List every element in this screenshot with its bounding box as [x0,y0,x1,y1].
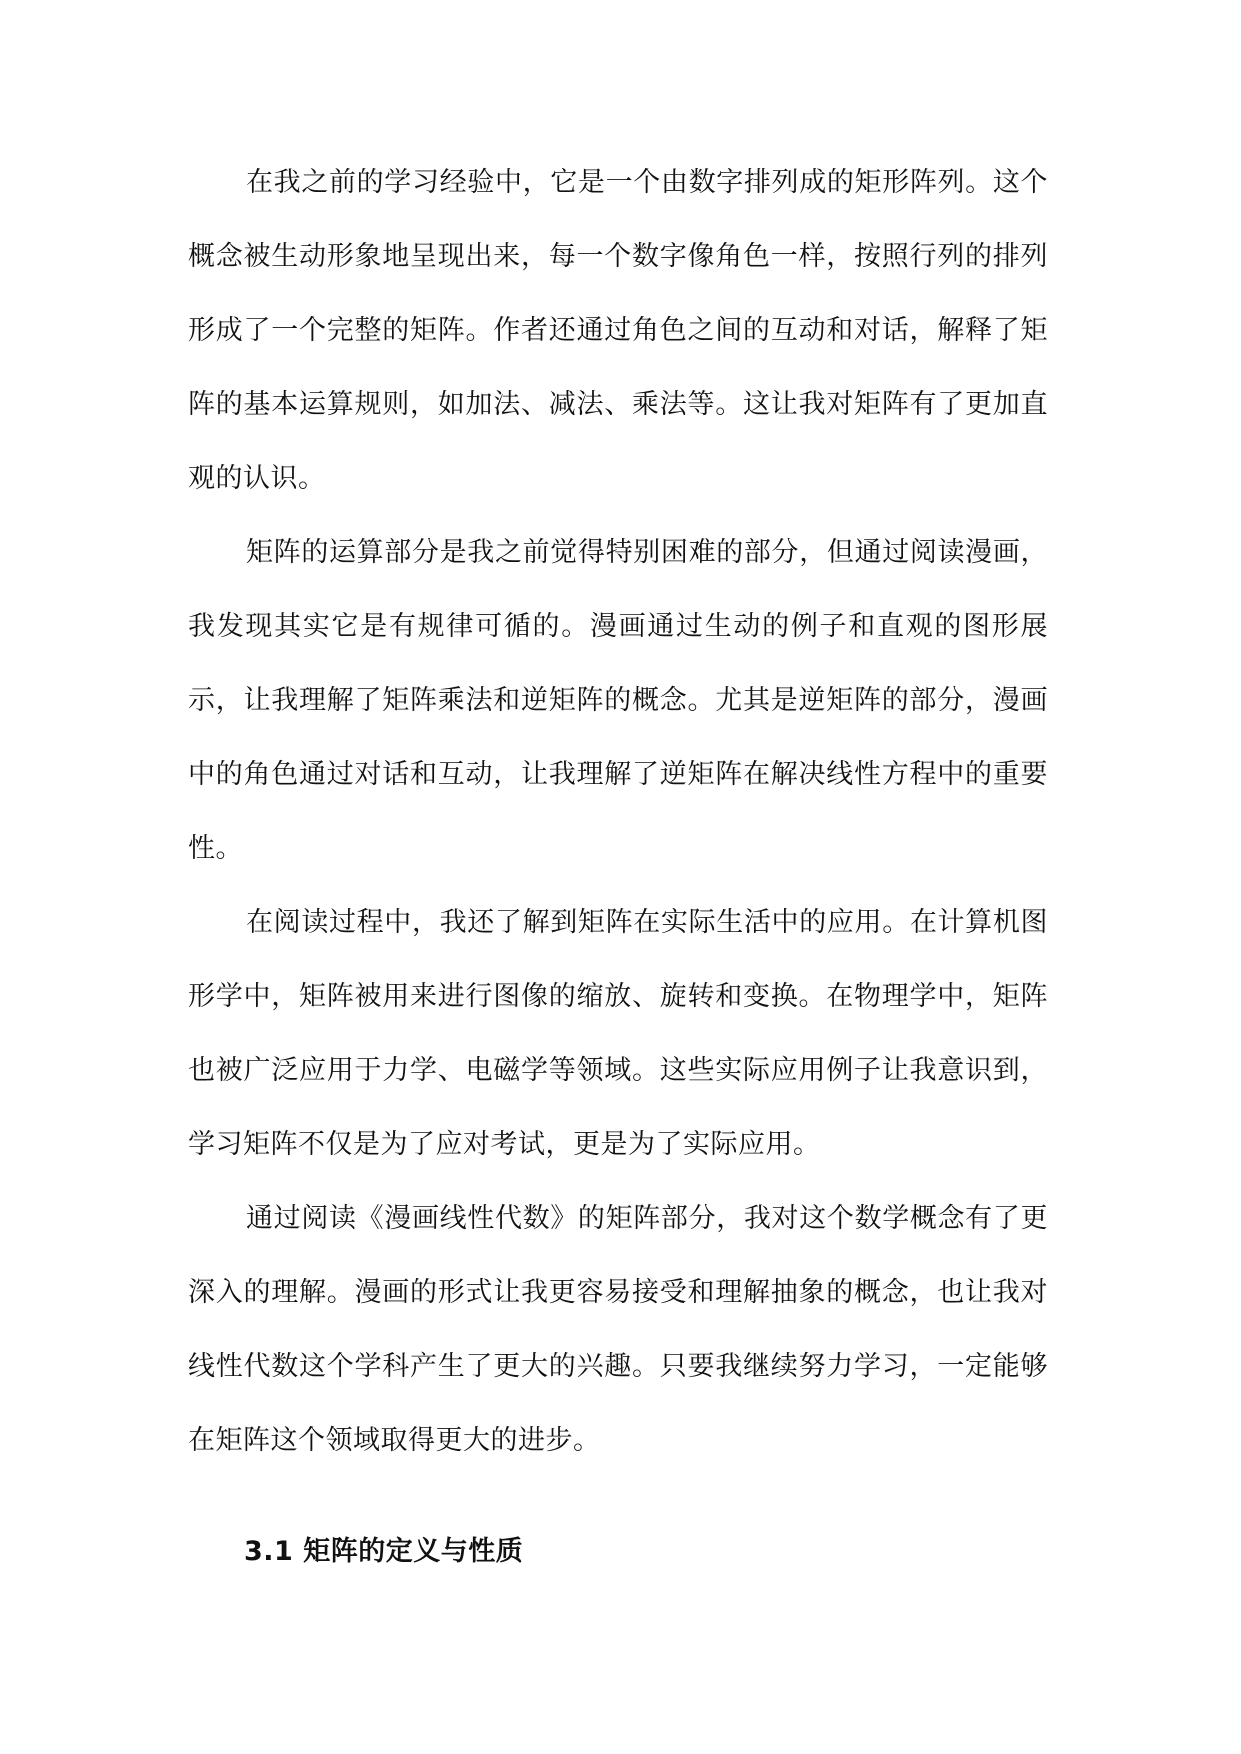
body-text [188,146,1048,1478]
paragraph-2: 矩阵的运算部分是我之前觉得特别困难的部分，但通过阅读漫画，我发现其实它是有规律可循的。漫画通过生动的例子和直观的图形展示，让我理解了矩阵乘法和逆矩阵的概念。尤其是逆矩阵的部分，漫画中的角色通过对话和互动，让我理解了逆矩阵在解决线性方程中的重要性。 [188,537,1048,864]
section-heading: 3.1 矩阵的定义与性质 [244,1536,524,1567]
paragraph-4: 通过阅读《漫画线性代数》的矩阵部分，我对这个数学概念有了更深入的理解。漫画的形式让我更容易接受和理解抽象的概念，也让我对线性代数这个学科产生了更大的兴趣。只要我继续努力学习，一定能够在矩阵这个领域取得更大的进步。 [188,1203,1048,1456]
paragraph-3: 在阅读过程中，我还了解到矩阵在实际生活中的应用。在计算机图形学中，矩阵被用来进行图像的缩放、旋转和变换。在物理学中，矩阵也被广泛应用于力学、电磁学等领域。这些实际应用例子让我意识到，学习矩阵不仅是为了应对考试，更是为了实际应用。 [188,907,1048,1160]
paragraph-1: 在我之前的学习经验中，它是一个由数字排列成的矩形阵列。这个概念被生动形象地呈现出来，每一个数字像角色一样，按照行列的排列形成了一个完整的矩阵。作者还通过角色之间的互动和对话，解释了矩阵的基本运算规则，如加法、减法、乘法等。这让我对矩阵有了更加直观的认识。 [188,167,1048,494]
